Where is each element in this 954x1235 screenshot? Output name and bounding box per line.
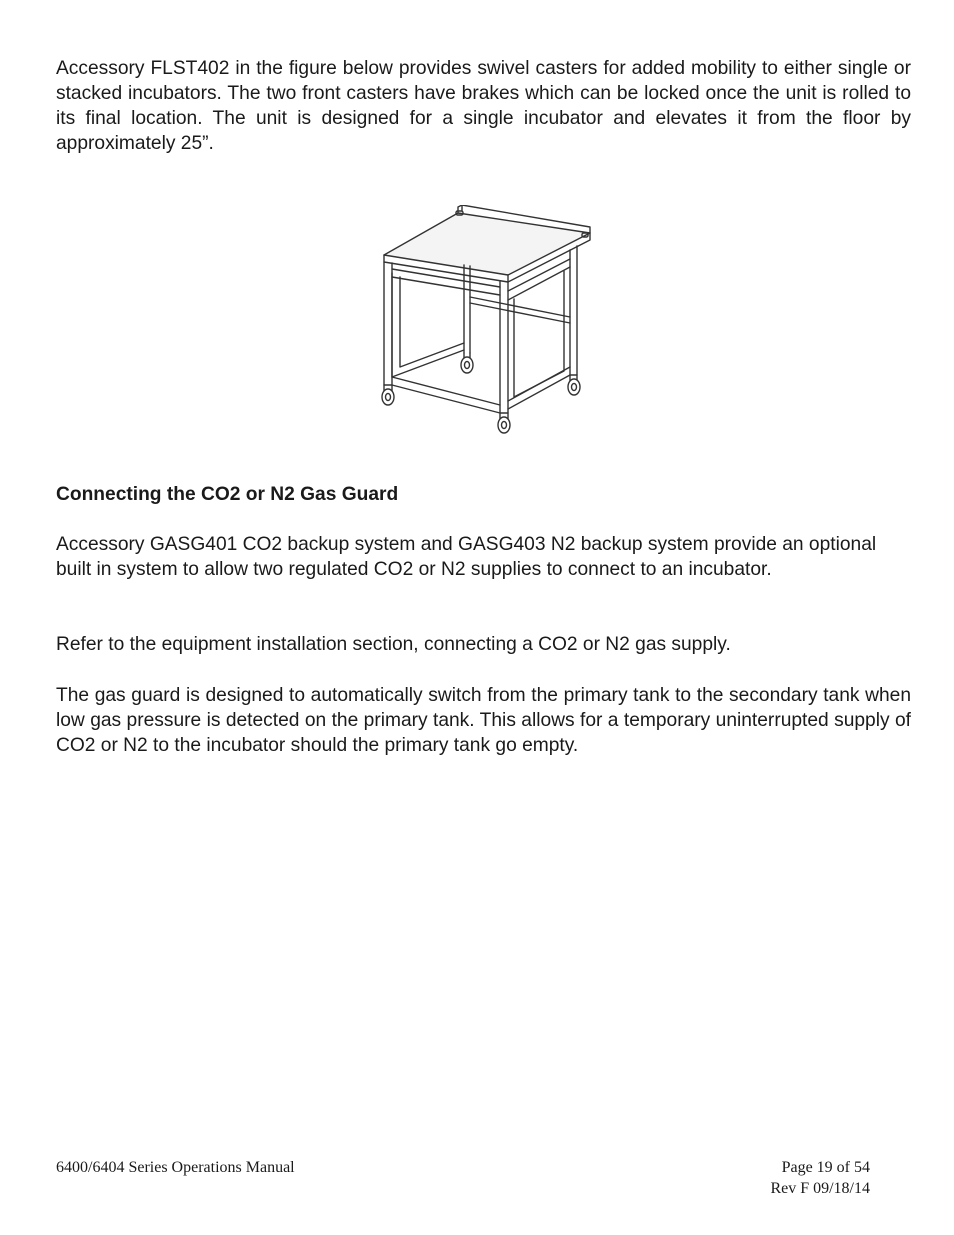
section-heading: Connecting the CO2 or N2 Gas Guard	[56, 484, 399, 505]
gas-guard-paragraph-1: Accessory GASG401 CO2 backup system and GASG403 N2 backup system provide an optional built in system to allow two regulated CO2 or N2 supplies to connect to an incubator.	[56, 534, 877, 580]
gas-guard-paragraph-2: Refer to the equipment installation section, connecting a CO2 or N2 gas supply.	[56, 634, 731, 655]
footer-page-info	[770, 1157, 870, 1199]
rolling-stand-illustration	[370, 205, 600, 435]
gas-guard-paragraph-3: The gas guard is designed to automatically switch from the primary tank to the secondary tank when low gas pressure is detected on the primary tank. This allows for a temporary uninterrupted supply of CO2 or N2 to the incubator should the primary tank go empty.	[56, 685, 911, 756]
footer-revision: Rev F 09/18/14	[770, 1180, 870, 1197]
intro-paragraph: Accessory FLST402 in the figure below provides swivel casters for added mobility to either single or stacked incubators. The two front casters have brakes which can be locked once the unit is rolled to its final location. The unit is designed for a single incubator and elevates it from the floor by approximately 25”.	[56, 58, 911, 154]
footer-manual-title: 6400/6404 Series Operations Manual	[56, 1159, 295, 1176]
footer-page-number: Page 19 of 54	[781, 1159, 870, 1176]
